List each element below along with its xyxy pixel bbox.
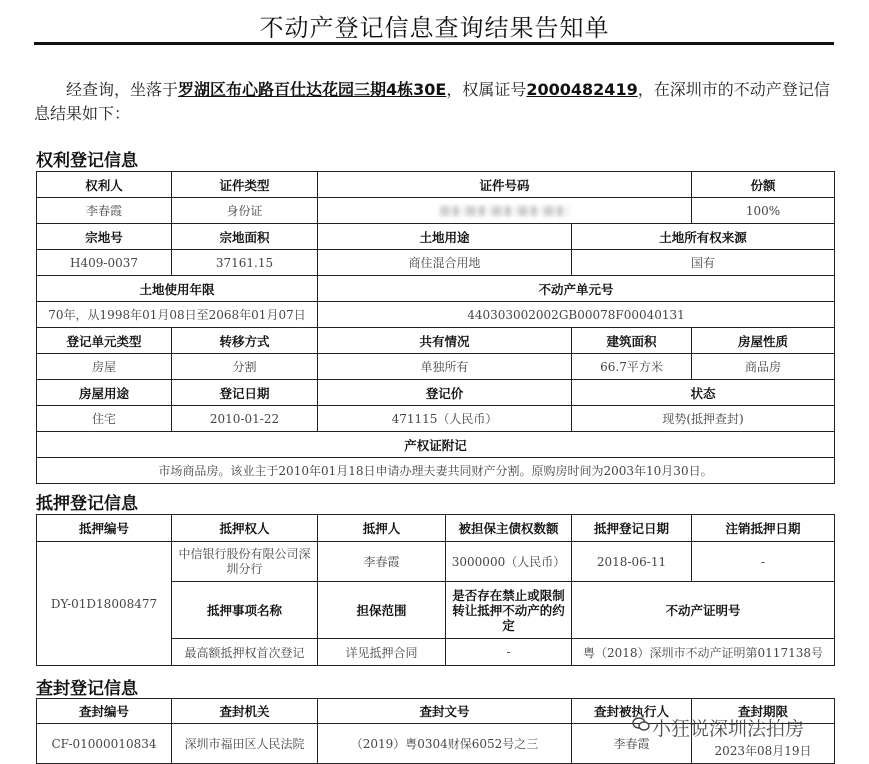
mortgage-date: 2018-06-11: [572, 542, 692, 582]
seizure-section-title: 查封登记信息: [36, 679, 138, 699]
header-mortgagor: 抵押人: [318, 515, 446, 542]
property-status: 现势(抵押查封): [572, 406, 835, 432]
header-seizure-period: 查封期限: [692, 699, 835, 724]
table-row: [37, 380, 835, 406]
header-parcel: 宗地号: [37, 224, 172, 250]
table-row: [37, 328, 835, 354]
land-source: 国有: [572, 250, 835, 276]
header-unit-number: 不动产单元号: [318, 276, 835, 302]
mortgagor: 李春霞: [318, 542, 446, 582]
table-row: [37, 198, 835, 224]
document-title: 不动产登记信息查询结果告知单: [259, 14, 610, 42]
debt-amount: 3000000（人民币）: [446, 542, 572, 582]
seizure-period: 2023年08月19日: [692, 724, 835, 764]
header-reg-date: 登记日期: [172, 380, 318, 406]
header-owner: 权利人: [37, 172, 172, 198]
cert-note: 市场商品房。该业主于2010年01月18日申请办理夫妻共同财产分割。原购房时间为2003年10月30日。: [37, 458, 835, 484]
intro-paragraph: [34, 78, 834, 126]
header-unit-type: 登记单元类型: [37, 328, 172, 354]
header-cert-note: 产权证附记: [37, 432, 835, 458]
header-seizure-doc: 查封文号: [318, 699, 572, 724]
header-house-use: 房屋用途: [37, 380, 172, 406]
header-land-source: 土地所有权来源: [572, 224, 835, 250]
proof-number: 粤（2018）深圳市不动产证明第0117138号: [572, 639, 835, 666]
header-proof-number: 不动产证明号: [572, 582, 835, 639]
unit-type: 房屋: [37, 354, 172, 380]
rights-section-title: 权利登记信息: [36, 151, 138, 171]
transfer-restriction: -: [446, 639, 572, 666]
table-row: [37, 354, 835, 380]
header-guarantee-scope: 担保范围: [318, 582, 446, 639]
header-seizure-person: 查封被执行人: [572, 699, 692, 724]
chat-bubble-icon: [632, 716, 650, 732]
intro-text-2: ，权属证号: [446, 80, 527, 99]
id-type: 身份证: [172, 198, 318, 224]
header-mortgage-no: 抵押编号: [37, 515, 172, 542]
header-mortgage-item: 抵押事项名称: [172, 582, 318, 639]
table-row: [37, 172, 835, 198]
registration-price: 471115（人民币）: [318, 406, 572, 432]
seizure-agency: 深圳市福田区人民法院: [172, 724, 318, 764]
cancel-date: -: [692, 542, 835, 582]
header-build-area: 建筑面积: [572, 328, 692, 354]
table-row: [37, 302, 835, 328]
mortgagee: 中信银行股份有限公司深圳分行: [172, 542, 318, 582]
header-transfer: 转移方式: [172, 328, 318, 354]
header-debt-amount: 被担保主债权数额: [446, 515, 572, 542]
watermark-text: 小狂说深圳法拍房: [652, 718, 805, 740]
header-id-type: 证件类型: [172, 172, 318, 198]
header-nature: 房屋性质: [692, 328, 835, 354]
table-row: [37, 432, 835, 458]
land-term: 70年，从1998年01月08日至2068年01月07日: [37, 302, 318, 328]
share-value: 100%: [692, 198, 835, 224]
rights-table: [36, 171, 835, 484]
house-nature: 商品房: [692, 354, 835, 380]
mortgage-number: DY-01D18008477: [37, 542, 172, 666]
property-location: 罗湖区布心路百仕达花园三期4栋30E: [178, 80, 447, 99]
mortgage-item: 最高额抵押权首次登记: [172, 639, 318, 666]
header-seizure-no: 查封编号: [37, 699, 172, 724]
land-use: 商住混合用地: [318, 250, 572, 276]
header-mortgage-date: 抵押登记日期: [572, 515, 692, 542]
mortgage-table: [36, 514, 835, 666]
header-status: 状态: [572, 380, 835, 406]
table-row: [37, 406, 835, 432]
title-rule: [34, 42, 834, 45]
header-land-use: 土地用途: [318, 224, 572, 250]
parcel-number: H409-0037: [37, 250, 172, 276]
parcel-area: 37161.15: [172, 250, 318, 276]
guarantee-scope: 详见抵押合同: [318, 639, 446, 666]
redaction-blur: [440, 206, 570, 216]
header-transfer-restriction: 是否存在禁止或限制转让抵押不动产的约定: [446, 582, 572, 639]
unit-number: 440303002002GB00078F00040131: [318, 302, 835, 328]
seizure-number: CF-01000010834: [37, 724, 172, 764]
table-row: [37, 224, 835, 250]
seizure-person: 李春霞: [572, 724, 692, 764]
registration-date: 2010-01-22: [172, 406, 318, 432]
header-cancel-date: 注销抵押日期: [692, 515, 835, 542]
transfer-method: 分割: [172, 354, 318, 380]
table-row: [37, 276, 835, 302]
table-row: [37, 542, 835, 582]
building-area: 66.7平方米: [572, 354, 692, 380]
seizure-document: （2019）粤0304财保6052号之三: [318, 724, 572, 764]
table-row: [37, 250, 835, 276]
header-id-number: 证件号码: [318, 172, 692, 198]
id-number-redacted: [318, 198, 692, 224]
header-seizure-agency: 查封机关: [172, 699, 318, 724]
mortgage-section-title: 抵押登记信息: [36, 494, 138, 514]
header-area: 宗地面积: [172, 224, 318, 250]
intro-text-3: ，在深圳市的不动产登记信息结果如下：: [34, 80, 830, 123]
header-land-term: 土地使用年限: [37, 276, 318, 302]
certificate-number: 2000482419: [526, 80, 638, 99]
owner-name: 李春霞: [37, 198, 172, 224]
header-mortgagee: 抵押权人: [172, 515, 318, 542]
table-row: [37, 458, 835, 484]
shared-status: 单独所有: [318, 354, 572, 380]
header-share: 份额: [692, 172, 835, 198]
header-shared: 共有情况: [318, 328, 572, 354]
table-row: [37, 515, 835, 542]
house-use: 住宅: [37, 406, 172, 432]
intro-text-1: 经查询，坐落于: [66, 80, 179, 99]
header-reg-price: 登记价: [318, 380, 572, 406]
